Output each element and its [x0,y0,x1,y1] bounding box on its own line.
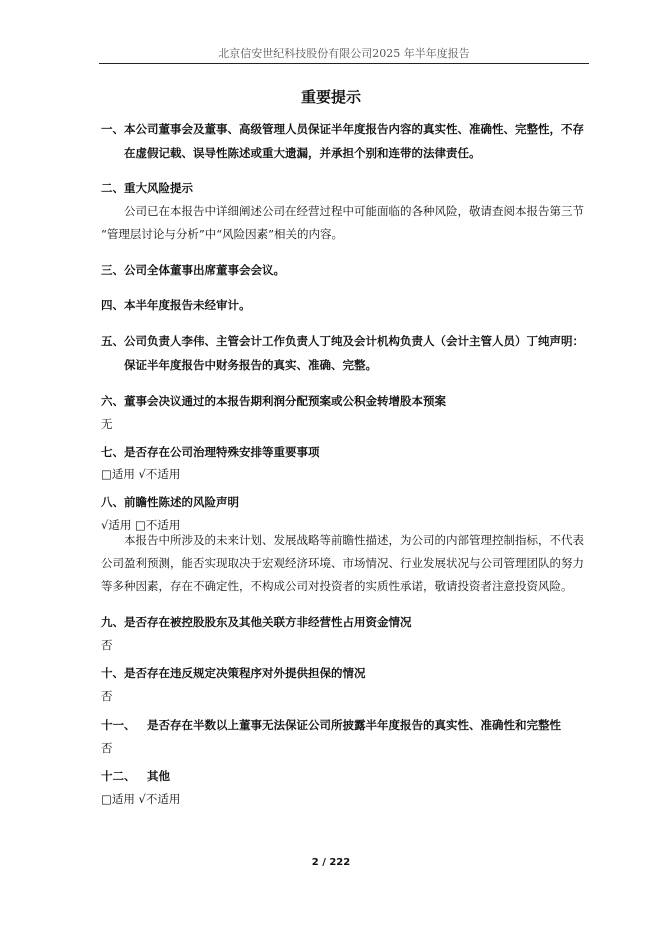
section-2-line-1: 公司已在本报告中详细阐述公司在经营过程中可能面临的各种风险，敬请查阅本报告第三节 [124,204,584,218]
section-2-line-2: “管理层讨论与分析”中“风险因素”相关的内容。 [101,227,344,241]
section-2-heading: 二、重大风险提示 [101,181,193,195]
section-11-heading-text: 是否存在半数以上董事无法保证公司所披露半年度报告的真实性、准确性和完整性 [147,718,561,732]
section-4-heading: 四、本半年度报告未经审计。 [101,298,251,312]
page-number: 2 / 222 [311,857,351,868]
section-6-body: 无 [101,417,113,431]
section-1-line-2: 在虚假记载、误导性陈述或重大遗漏，并承担个别和连带的法律责任。 [124,146,481,160]
section-8-line-2: 公司盈利预测，能否实现取决于宏观经济环境、市场情况、行业发展状况与公司管理团队的努力 [101,556,584,570]
header-divider [99,63,589,64]
section-6-heading: 六、董事会决议通过的本报告期利润分配预案或公积金转增股本预案 [101,394,446,408]
page-title: 重要提示 [300,88,361,106]
section-8-line-1: 本报告中所涉及的未来计划、发展战略等前瞻性描述，为公司的内部管理控制指标，不代表 [124,533,584,547]
section-5-line-2: 保证半年度报告中财务报告的真实、准确、完整。 [124,358,377,372]
section-11-heading [101,717,561,733]
section-8-applicability: √适用 □不适用 [101,518,181,532]
section-9-body: 否 [101,638,113,652]
section-7-heading: 七、是否存在公司治理特殊安排等重要事项 [101,445,320,459]
section-1-line-1: 一、本公司董事会及董事、高级管理人员保证半年度报告内容的真实性、准确性、完整性，不存 [101,122,584,136]
section-10-body: 否 [101,689,113,703]
section-8-line-3: 等多种因素，存在不确定性，不构成公司对投资者的实质性承诺，敬请投资者注意投资风险。 [101,579,573,593]
section-12-applicability: □适用 √不适用 [101,792,181,806]
section-12-number: 十二、 [101,769,136,783]
section-9-heading: 九、是否存在被控股股东及其他关联方非经营性占用资金情况 [101,615,412,629]
section-3-heading: 三、公司全体董事出席董事会会议。 [101,263,285,277]
running-header: 北京信安世纪科技股份有限公司2025 年半年度报告 [218,47,470,60]
section-12-heading-text: 其他 [147,769,170,783]
section-7-applicability: □适用 √不适用 [101,467,181,481]
section-10-heading: 十、是否存在违反规定决策程序对外提供担保的情况 [101,666,366,680]
section-11-body: 否 [101,741,113,755]
section-5-line-1: 五、公司负责人李伟、主管会计工作负责人丁纯及会计机构负责人（会计主管人员）丁纯声明： [101,334,584,348]
section-11-number: 十一、 [101,718,136,732]
section-8-heading: 八、前瞻性陈述的风险声明 [101,495,239,509]
section-12-heading [101,768,170,784]
